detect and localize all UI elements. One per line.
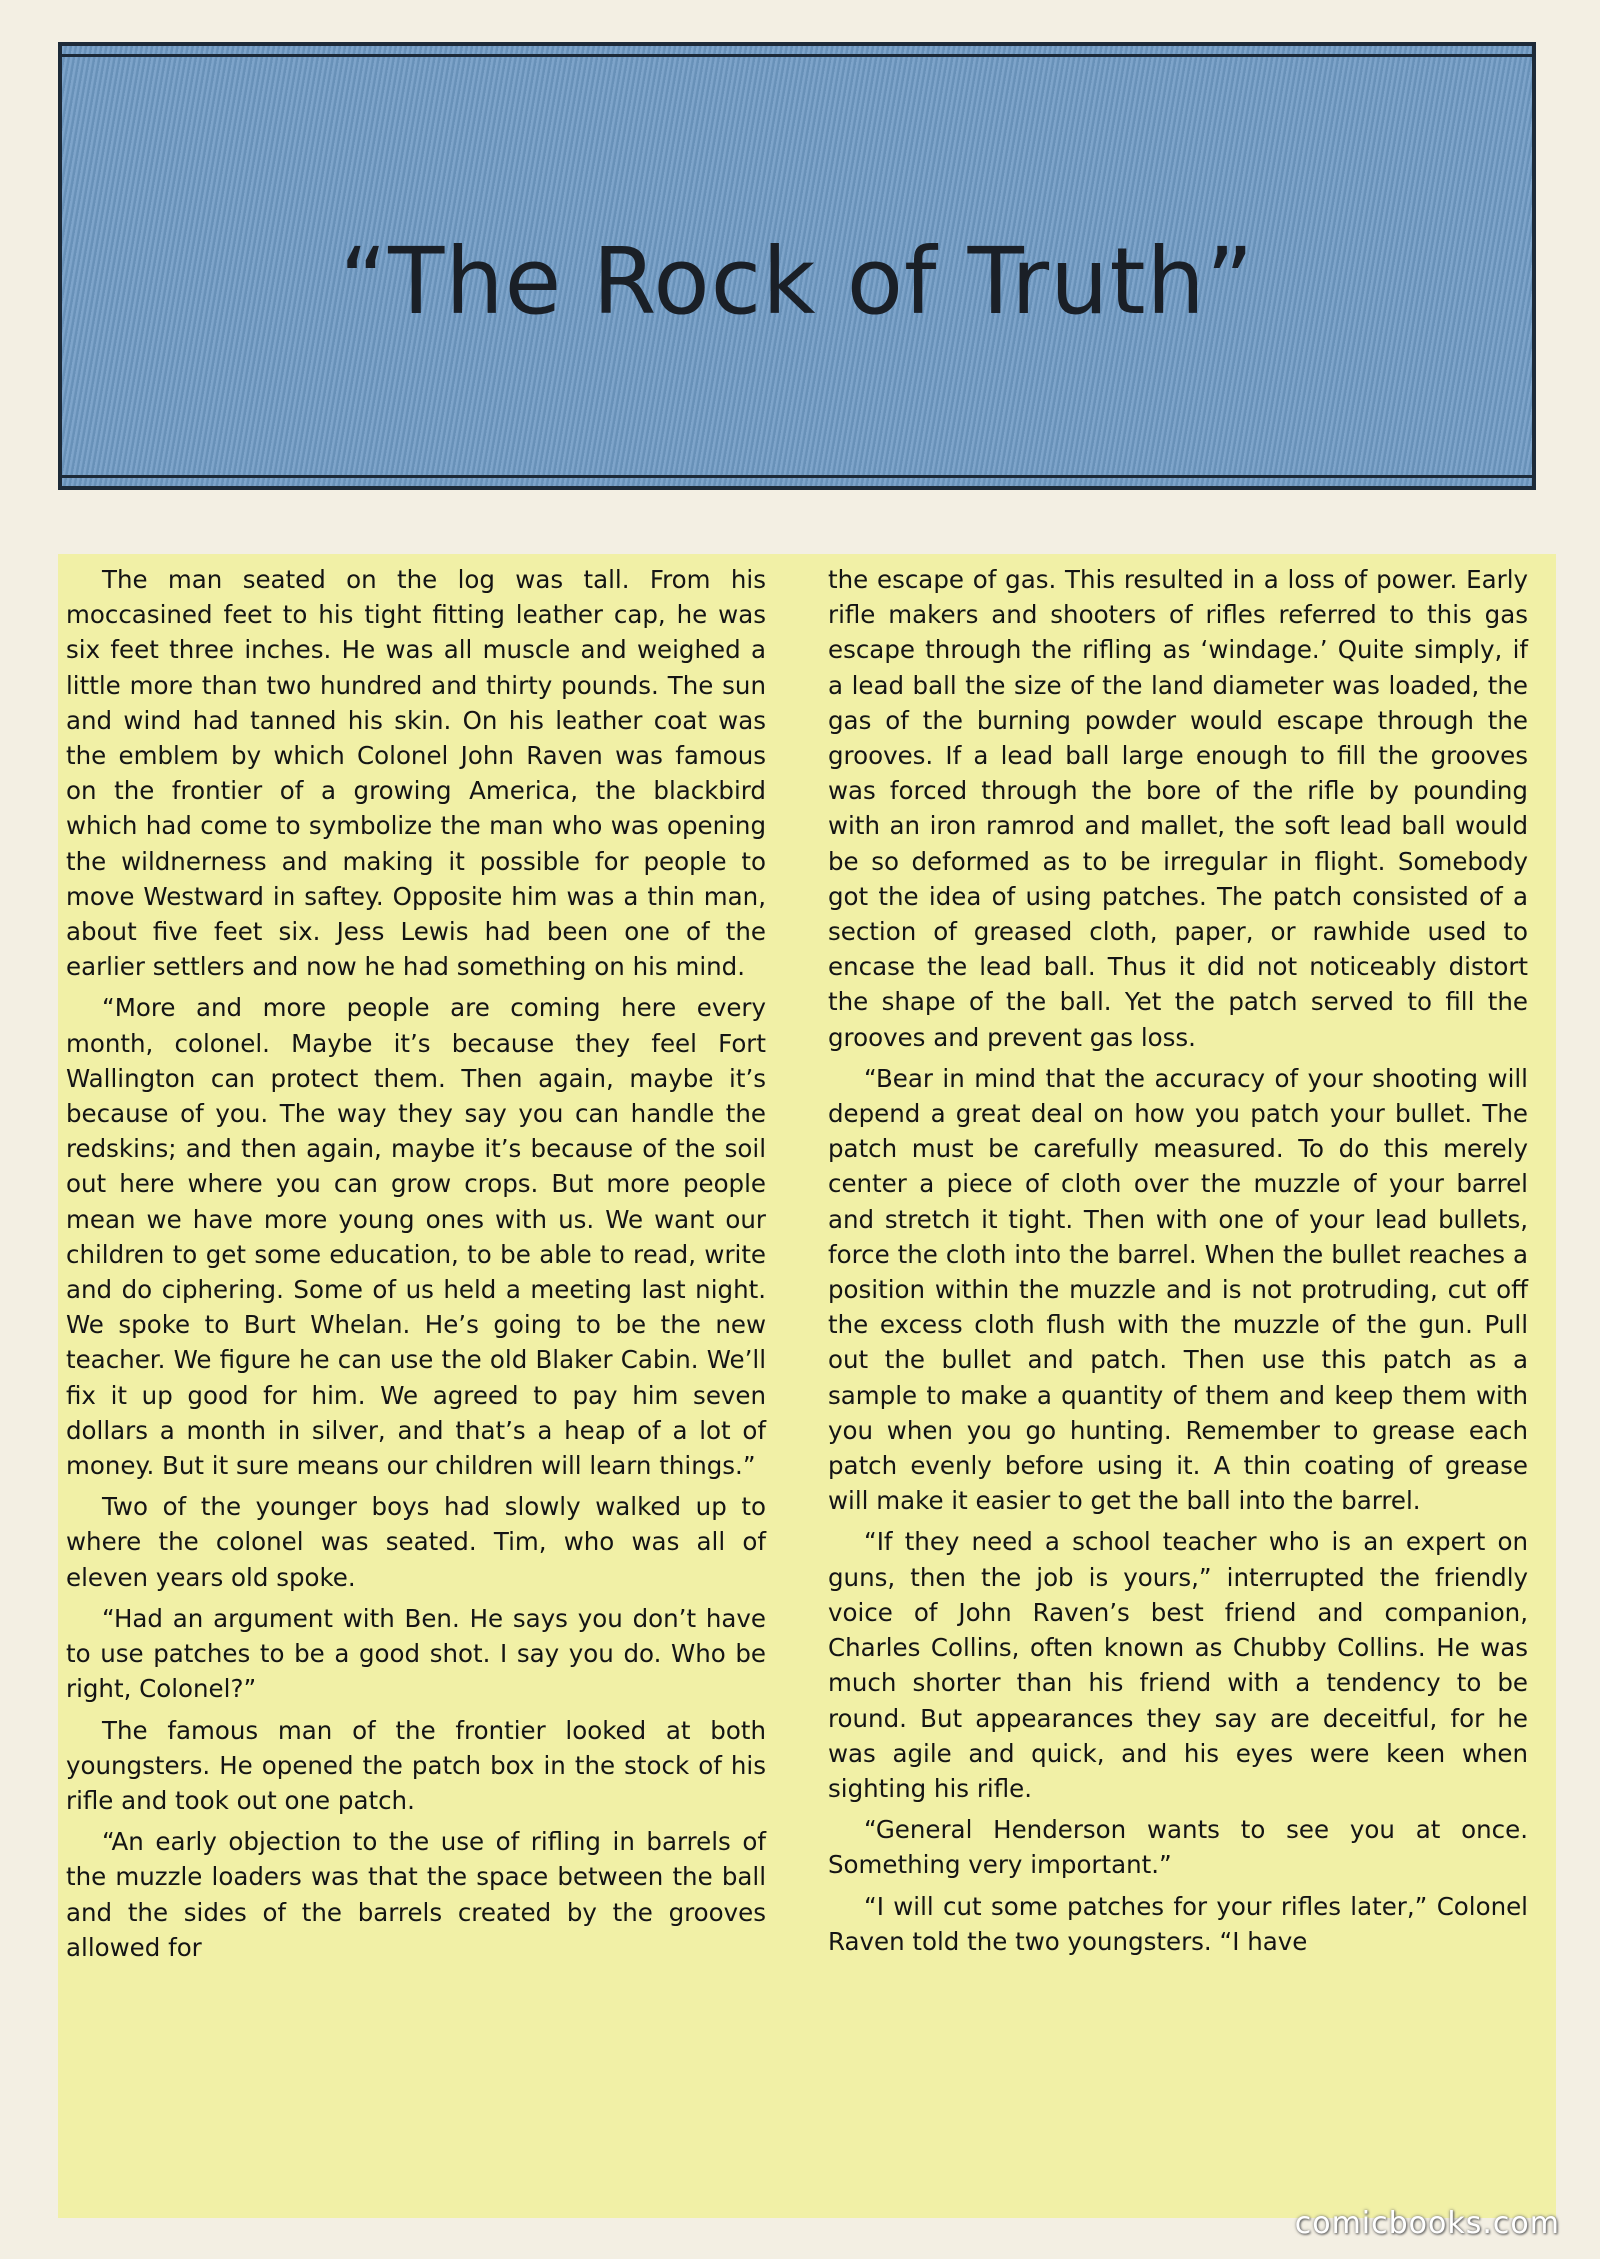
text-panel [58, 554, 1556, 2218]
paragraph-6: “An early objection to the use of rifling in barrels of the muzzle loaders was that the space between the ball and the sides of the barrels created by the grooves allowed for [66, 1827, 766, 1962]
paragraph-5: The famous man of the frontier looked at both youngsters. He opened the patch box in the stock of his rifle and took out one patch. [66, 1715, 766, 1815]
paragraph-8: “Bear in mind that the accuracy of your shooting will depend a great deal on how you patch your bullet. The patch must be carefully measured. To do this merely center a piece of cloth over the muzzle of your barrel and stretch it tight. Then with one of your lead bullets, force the cloth into the barrel. When the bullet reaches a position within the muzzle and is not protruding, cut off the excess cloth flush with the muzzle of the gun. Pull out the bullet and patch. Then use this patch as a sample to make a quantity of them and keep them with you when you go hunting. Remember to grease each patch evenly before using it. A thin coating of grease will make it easier to get the ball into the barrel. [828, 1063, 1528, 1516]
paragraph-1: The man seated on the log was tall. From his moccasined feet to his tight fitting leather cap, he was six feet three inches. He was all muscle and weighed a little more than two hundred and thirty pounds. The sun and wind had tanned his skin. On his leather coat was the emblem by which Colonel John Raven was famous on the frontier of a growing America, the blackbird which had come to symbolize the man who was opening the wildnerness and making it possible for people to move Westward in saftey. Opposite him was a thin man, about five feet six. Jess Lewis had been one of the earlier settlers and now he had something on his mind. [66, 565, 766, 982]
title-banner [58, 42, 1536, 490]
paragraph-2: “More and more people are coming here every month, colonel. Maybe it’s because they feel Fort Wallington can protect them. Then again, maybe it’s because of you. The way they say you can handle the redskins; and then again, maybe it’s because of the soil out here where you can grow crops. But more people mean we have more young ones with us. We want our children to get some education, to be able to read, write and do ciphering. Some of us held a meeting last night. We spoke to Burt Whelan. He’s going to be the new teacher. We figure he can use the old Blaker Cabin. We’ll fix it up good for him. We agreed to pay him seven dollars a month in silver, and that’s a heap of a lot of money. But it sure means our children will learn things.” [66, 993, 766, 1481]
paragraph-4: “Had an argument with Ben. He says you don’t have to use patches to be a good shot. I say you do. Who be right, Colonel?” [66, 1603, 766, 1704]
paragraph-11: “I will cut some patches for your rifles later,” Colonel Raven told the two youngsters. “I have [828, 1891, 1528, 1956]
paragraph-7: the escape of gas. This resulted in a loss of power. Early rifle makers and shooters of rifles referred to this gas escape through the rifling as ‘windage.’ Quite simply, if a lead ball the size of the land diameter was loaded, the gas of the burning powder would escape through the grooves. If a lead ball large enough to fill the grooves was forced through the bore of the rifle by pounding with an iron ramrod and mallet, the soft lead ball would be so deformed as to be irregular in flight. Somebody got the idea of using patches. The patch consisted of a section of greased cloth, paper, or rawhide used to encase the lead ball. Thus it did not noticeably distort the shape of the ball. Yet the patch served to fill the grooves and prevent gas loss. [828, 565, 1528, 1052]
watermark-text: comicbooks.com [1294, 2206, 1560, 2241]
paragraph-3: Two of the younger boys had slowly walked up to where the colonel was seated. Tim, who was all of eleven years old spoke. [66, 1492, 766, 1592]
left-column [66, 562, 766, 1971]
paragraph-10: “General Henderson wants to see you at once. Something very important.” [828, 1815, 1528, 1880]
right-column [828, 562, 1528, 1965]
story-title: “The Rock of Truth” [339, 227, 1255, 335]
paragraph-9: “If they need a school teacher who is an expert on guns, then the job is yours,” interrupted the friendly voice of John Raven’s best friend and companion, Charles Collins, often known as Chubby Collins. He was much shorter than his friend with a tendency to be round. But appearances they say are deceitful, for he was agile and quick, and his eyes were keen when sighting his rifle. [828, 1527, 1528, 1803]
